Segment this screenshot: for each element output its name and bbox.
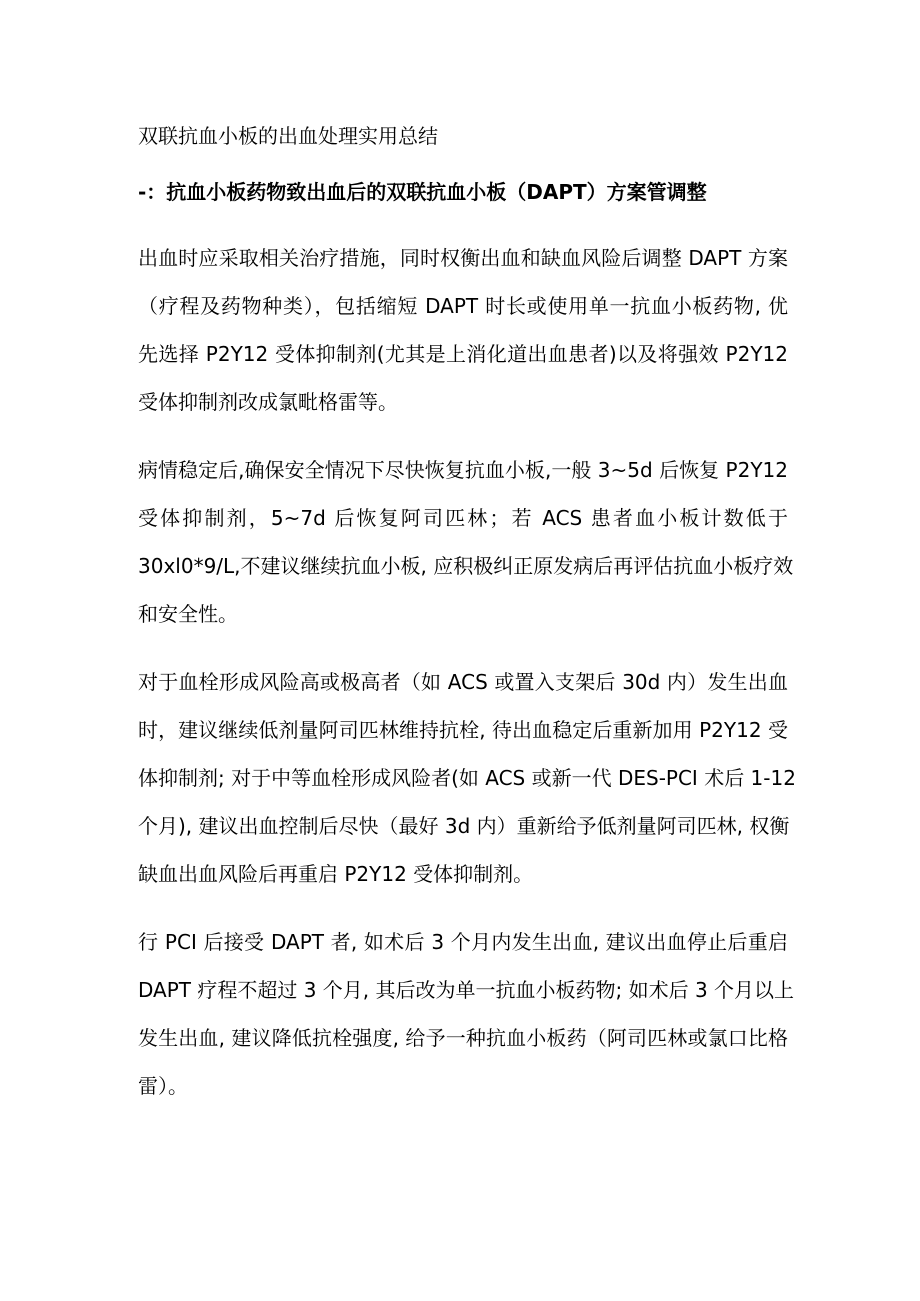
paragraph-line: 雷）。 <box>138 1074 188 1098</box>
paragraph-line: 先选择 P2Y12 受体抑制剂(尤其是上消化道出血患者)以及将强效 P2Y12 <box>138 342 788 366</box>
paragraph-line: 受体抑制剂改成氯毗格雷等。 <box>138 390 398 414</box>
paragraph-resume-therapy <box>138 446 794 638</box>
paragraph-line: （疗程及药物种类），包括缩短 DAPT 时长或使用单一抗血小板药物, 优 <box>138 294 788 318</box>
paragraph-line: 对于血栓形成风险高或极高者（如 ACS 或置入支架后 30d 内）发生出血 <box>138 670 788 694</box>
paragraph-line: 时，建议继续低剂量阿司匹林维持抗栓, 待出血稳定后重新加用 P2Y12 受 <box>138 718 788 742</box>
paragraph-dapt-adjustment <box>138 234 788 426</box>
paragraph-line: 个月), 建议出血控制后尽快（最好 3d 内）重新给予低剂量阿司匹林, 权衡 <box>138 814 790 838</box>
paragraph-line: 行 PCI 后接受 DAPT 者, 如术后 3 个月内发生出血, 建议出血停止后重启 <box>138 930 788 954</box>
paragraph-line: 病情稳定后,确保安全情况下尽快恢复抗血小板,一般 3~5d 后恢复 P2Y12 <box>138 458 788 482</box>
paragraph-line: 出血时应采取相关治疗措施，同时权衡出血和缺血风险后调整 DAPT 方案 <box>138 246 788 270</box>
paragraph-line: 受体抑制剂，5~7d 后恢复阿司匹林；若 ACS 患者血小板计数低于 <box>138 506 788 530</box>
section-heading: -：抗血小板药物致出血后的双联抗血小板（DAPT）方案管调整 <box>138 180 707 204</box>
paragraph-line: 发生出血, 建议降低抗栓强度, 给予一种抗血小板药（阿司匹林或氯口比格 <box>138 1026 788 1050</box>
paragraph-thrombosis-risk <box>138 658 796 898</box>
paragraph-post-pci <box>138 918 795 1110</box>
paragraph-line: DAPT 疗程不超过 3 个月, 其后改为单一抗血小板药物; 如术后 3 个月以上 <box>138 978 795 1002</box>
paragraph-line: 缺血出血风险后再重启 P2Y12 受体抑制剂。 <box>138 862 534 886</box>
paragraph-line: 体抑制剂; 对于中等血栓形成风险者(如 ACS 或新一代 DES-PCI 术后 1-12 <box>138 766 796 790</box>
paragraph-line: 和安全性。 <box>138 602 238 626</box>
paragraph-line: 30xl0*9/L,不建议继续抗血小板, 应积极纠正原发病后再评估抗血小板疗效 <box>138 554 794 578</box>
document-title: 双联抗血小板的出血处理实用总结 <box>138 124 438 148</box>
